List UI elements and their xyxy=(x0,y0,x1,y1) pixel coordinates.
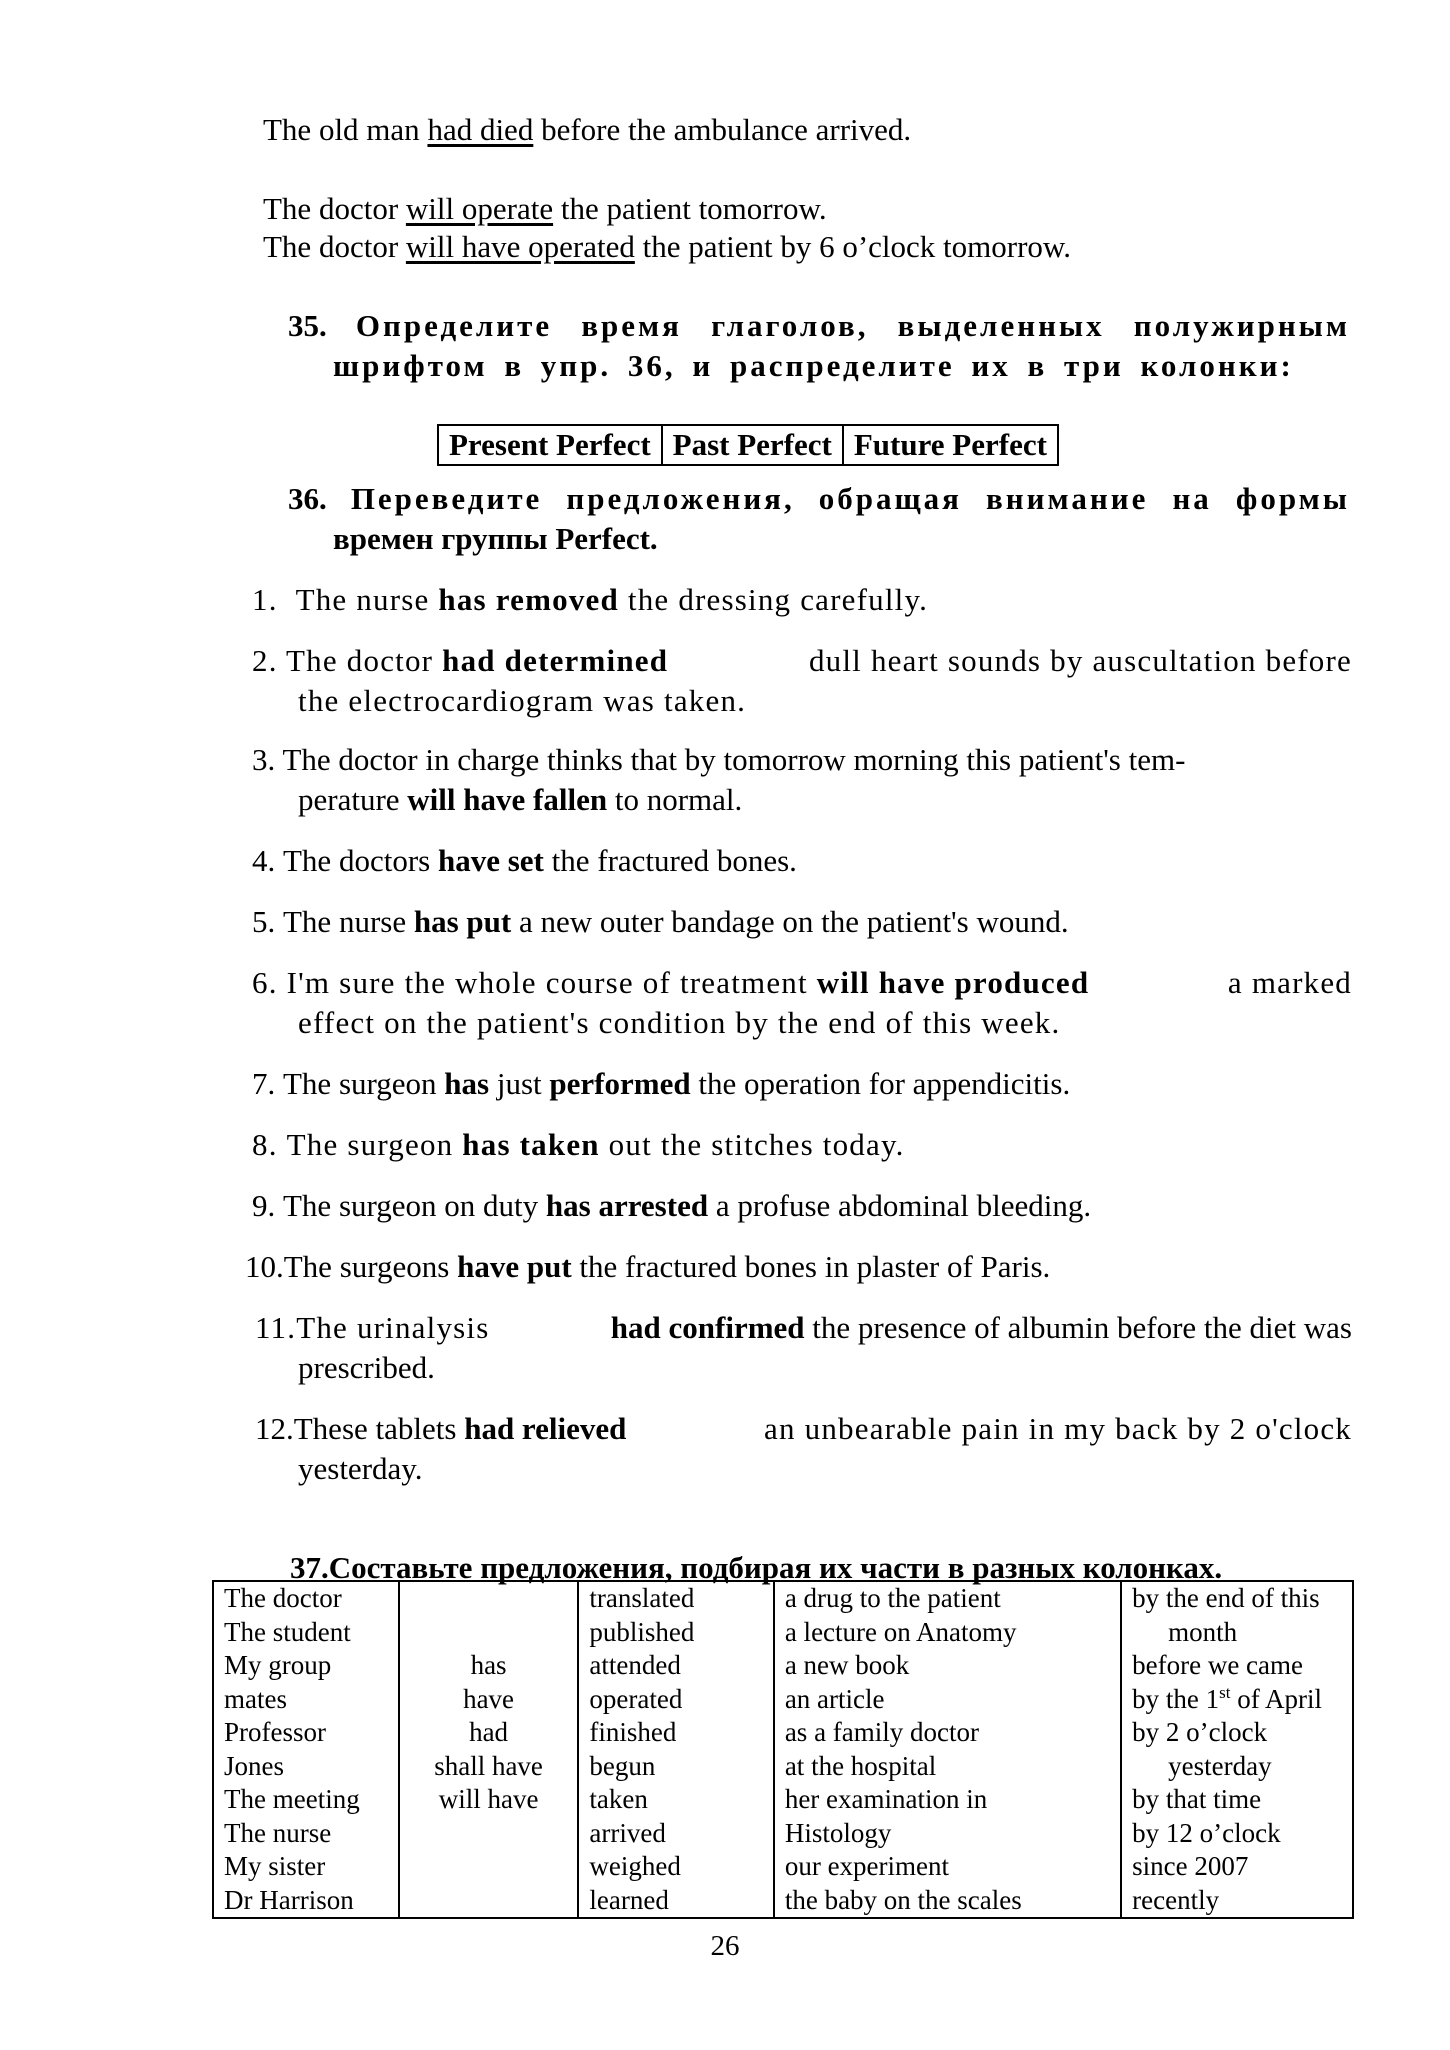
auxiliary-item: had xyxy=(469,1717,509,1747)
heading-word: глаголов, xyxy=(711,308,869,343)
item-bold-verb: will have fallen xyxy=(407,782,608,817)
item-text: The surgeon xyxy=(283,1066,445,1101)
participle-item: taken xyxy=(589,1784,648,1814)
item-line xyxy=(252,641,1352,681)
item-bold-verb: has taken xyxy=(462,1127,600,1162)
exercise-35-heading-line-2: шрифтом в упр. 36, и распределите их в три колонки: xyxy=(333,348,1294,383)
item-text: The doctors xyxy=(283,843,438,878)
list-item xyxy=(252,641,1352,721)
subject-item: The student xyxy=(224,1616,351,1647)
object-item: the baby on the scales xyxy=(784,1884,1022,1915)
time-item-text: by the 1 xyxy=(1132,1683,1220,1714)
object-item: a lecture on Anatomy xyxy=(784,1616,1017,1647)
item-text: These tablets xyxy=(293,1411,465,1446)
exercise-36-heading-line-1 xyxy=(288,479,1350,519)
item-text: The nurse xyxy=(295,582,439,617)
page-number: 26 xyxy=(710,1930,740,1962)
heading-word: полужирным xyxy=(1133,308,1350,343)
object-item: an article xyxy=(784,1683,885,1714)
item-bold-verb: will have produced xyxy=(816,965,1090,1000)
exercise-36-heading xyxy=(288,479,1350,559)
list-item xyxy=(255,1409,1352,1489)
example-line-1 xyxy=(263,111,911,149)
item-bold-verb: have set xyxy=(437,843,544,878)
exercise-37-heading: 37.Составьте предложения, подбирая их части в разных колонках. xyxy=(290,1550,1223,1585)
time-item: by that time xyxy=(1132,1784,1262,1814)
list-item xyxy=(252,1064,1352,1104)
heading-word: время xyxy=(581,308,682,343)
participle-item: translated xyxy=(589,1583,695,1613)
item-continuation: effect on the patient's condition by the end of this week. xyxy=(298,1005,1061,1040)
example-line-3 xyxy=(263,228,1071,266)
time-item: by 12 o’clock xyxy=(1132,1817,1281,1848)
subject-item: Dr Harrison xyxy=(224,1884,354,1915)
object-item: her examination in xyxy=(784,1784,988,1814)
participle-item: operated xyxy=(589,1683,683,1714)
item-text: the fractured bones in plaster of Paris. xyxy=(571,1249,1051,1284)
exercise-35-heading xyxy=(288,306,1350,386)
item-bold-verb: performed xyxy=(549,1066,691,1101)
example-text: the patient tomorrow. xyxy=(553,191,827,226)
time-expressions-column xyxy=(1121,1581,1353,1918)
item-text: The doctor in charge thinks that by tomorrow morning this patient's tem- xyxy=(282,742,1186,777)
participle-item: attended xyxy=(589,1650,681,1680)
subject-item: Professor xyxy=(224,1717,326,1747)
participle-item: weighed xyxy=(589,1851,681,1881)
list-item xyxy=(252,841,1352,881)
object-item: a drug to the patient xyxy=(784,1583,1001,1613)
object-item: Histology xyxy=(784,1817,892,1848)
subject-item: mates xyxy=(224,1683,287,1714)
subject-item: The nurse xyxy=(224,1817,332,1848)
example-underlined-verb: will operate xyxy=(405,191,554,226)
item-text: The surgeon on duty xyxy=(283,1188,546,1223)
item-text: I'm sure the whole course of treatment xyxy=(286,965,817,1000)
subject-item: The doctor xyxy=(224,1583,342,1613)
item-number: 4. xyxy=(252,843,276,878)
item-text: perature xyxy=(298,782,408,817)
column-past-perfect: Past Perfect xyxy=(662,425,843,465)
list-item xyxy=(245,1247,1345,1287)
item-text: a marked xyxy=(1227,965,1352,1000)
item-line xyxy=(252,740,1352,780)
item-number: 12. xyxy=(255,1411,294,1446)
participle-item: begun xyxy=(589,1750,656,1781)
object-item: a new book xyxy=(784,1650,910,1680)
participle-item: published xyxy=(589,1616,695,1647)
item-continuation xyxy=(252,780,1352,820)
item-text: a profuse abdominal bleeding. xyxy=(708,1188,1092,1223)
item-text: The surgeon xyxy=(286,1127,463,1162)
time-item: yesterday xyxy=(1168,1750,1272,1781)
item-number: 8. xyxy=(252,1127,278,1162)
item-bold-verb: has removed xyxy=(438,582,619,617)
list-item xyxy=(252,963,1352,1043)
example-text: The doctor xyxy=(263,229,406,264)
item-text: an unbearable pain in my back by 2 o'clock xyxy=(764,1411,1352,1446)
example-line-2 xyxy=(263,190,827,228)
heading-word: Переведите xyxy=(350,481,543,516)
item-number: 5. xyxy=(252,904,276,939)
item-text: the presence of albumin before the diet was xyxy=(804,1310,1352,1345)
column-future-perfect: Future Perfect xyxy=(843,425,1058,465)
item-number: 9. xyxy=(252,1188,276,1223)
item-text: dull heart sounds by auscultation before xyxy=(808,643,1352,678)
ordinal-suffix: st xyxy=(1219,1682,1231,1702)
exercise-36-heading-line-2: времен группы Perfect. xyxy=(333,521,658,556)
item-text: the operation for appendicitis. xyxy=(690,1066,1071,1101)
item-text: a new outer bandage on the patient's wound. xyxy=(511,904,1069,939)
time-item xyxy=(1132,1683,1342,1717)
object-item: as a family doctor xyxy=(784,1717,980,1747)
participle-item: finished xyxy=(589,1717,677,1747)
item-text: The doctor xyxy=(286,643,443,678)
tense-columns-table xyxy=(437,424,1059,466)
participles-column xyxy=(578,1581,773,1918)
item-text: the dressing carefully. xyxy=(618,582,929,617)
example-text: the patient by 6 o’clock tomorrow. xyxy=(634,229,1072,264)
time-item: month xyxy=(1168,1616,1238,1647)
list-item xyxy=(255,1308,1352,1388)
list-item xyxy=(252,1125,1352,1165)
exercise-number: 36. xyxy=(288,481,327,516)
auxiliary-item: will have xyxy=(438,1784,539,1814)
subject-item: My group xyxy=(224,1650,332,1680)
exercise-number: 35. xyxy=(288,308,327,343)
objects-column xyxy=(774,1581,1121,1918)
item-line xyxy=(255,1308,1352,1348)
auxiliary-item: shall have xyxy=(434,1750,543,1781)
item-text: to normal. xyxy=(607,782,743,817)
time-item: by the end of this xyxy=(1132,1583,1320,1613)
item-continuation: the electrocardiogram was taken. xyxy=(298,683,747,718)
item-text: the fractured bones. xyxy=(543,843,797,878)
item-bold-verb: had confirmed xyxy=(610,1310,805,1345)
example-underlined-verb: had died xyxy=(427,112,534,147)
time-item: recently xyxy=(1132,1884,1220,1915)
item-number: 11. xyxy=(255,1310,297,1345)
auxiliary-item: have xyxy=(463,1683,515,1714)
example-underlined-verb: will have operated xyxy=(405,229,635,264)
item-text: The urinalysis xyxy=(296,1310,490,1345)
list-item xyxy=(252,580,1352,620)
item-number: 2. xyxy=(252,643,278,678)
exercise-35-heading-line-1 xyxy=(288,306,1350,346)
table-row xyxy=(213,1581,1353,1918)
item-text: The surgeons xyxy=(283,1249,458,1284)
list-item xyxy=(252,902,1352,942)
item-number: 3. xyxy=(252,742,276,777)
item-bold-verb: had relieved xyxy=(464,1411,627,1446)
auxiliary-item: has xyxy=(470,1650,507,1680)
list-item xyxy=(252,1186,1352,1226)
heading-word: выделенных xyxy=(897,308,1105,343)
item-bold-verb: has xyxy=(444,1066,490,1101)
example-text: The old man xyxy=(263,112,428,147)
subject-item: The meeting xyxy=(224,1784,360,1814)
item-text: The nurse xyxy=(283,904,414,939)
item-continuation: prescribed. xyxy=(298,1350,435,1385)
heading-word: Определите xyxy=(355,308,553,343)
item-number: 1. xyxy=(252,582,278,617)
item-bold-verb: has arrested xyxy=(545,1188,709,1223)
heading-word: обращая xyxy=(818,481,962,516)
time-item: by 2 o’clock xyxy=(1132,1717,1268,1747)
object-item: at the hospital xyxy=(784,1750,937,1781)
time-item-text: of April xyxy=(1230,1683,1322,1714)
subject-item: Jones xyxy=(224,1750,284,1781)
participle-item: arrived xyxy=(589,1817,666,1848)
item-number: 7. xyxy=(252,1066,276,1101)
subject-item: My sister xyxy=(224,1851,326,1881)
item-number: 6. xyxy=(252,965,278,1000)
time-item: before we came xyxy=(1132,1650,1304,1680)
sentence-parts-table xyxy=(212,1580,1354,1919)
participle-item: learned xyxy=(589,1884,669,1915)
auxiliaries-column xyxy=(399,1581,579,1918)
item-line xyxy=(255,1409,1352,1449)
heading-word: внимание xyxy=(986,481,1149,516)
item-bold-verb: have put xyxy=(457,1249,572,1284)
column-present-perfect: Present Perfect xyxy=(438,425,662,465)
time-item: since 2007 xyxy=(1132,1851,1249,1881)
object-item: our experiment xyxy=(784,1851,950,1881)
item-text: out the stitches today. xyxy=(599,1127,905,1162)
example-text: The doctor xyxy=(263,191,406,226)
heading-word: формы xyxy=(1235,481,1350,516)
list-item xyxy=(252,740,1352,820)
item-number: 10. xyxy=(245,1249,284,1284)
subjects-column xyxy=(213,1581,399,1918)
item-line xyxy=(252,963,1352,1003)
heading-word: на xyxy=(1172,481,1212,516)
item-continuation: yesterday. xyxy=(298,1451,423,1486)
item-bold-verb: had determined xyxy=(442,643,669,678)
item-bold-verb: has put xyxy=(413,904,512,939)
heading-word: предложения, xyxy=(566,481,795,516)
item-text: just xyxy=(489,1066,550,1101)
example-text: before the ambulance arrived. xyxy=(533,112,912,147)
